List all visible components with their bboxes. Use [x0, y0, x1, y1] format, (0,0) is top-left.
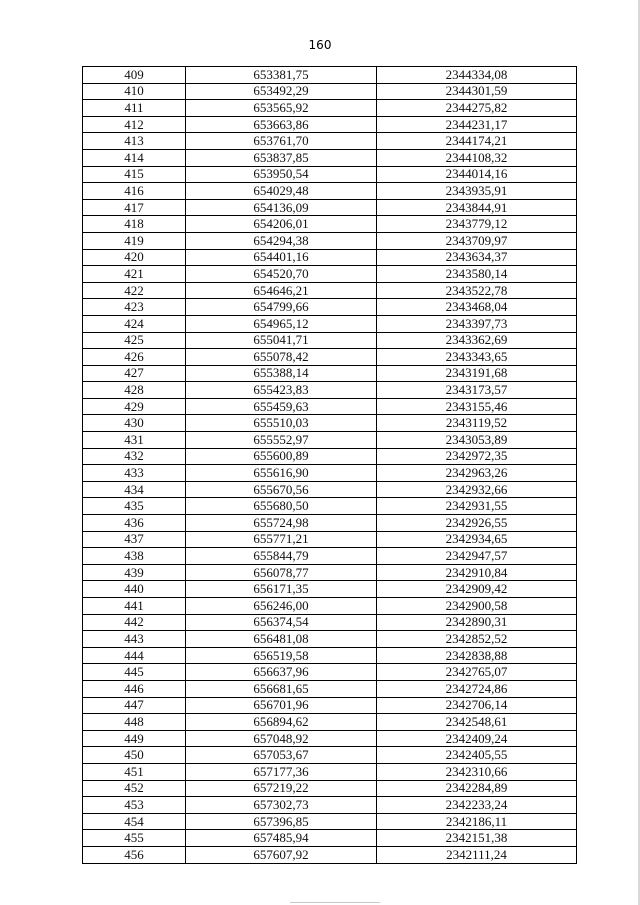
table-row [83, 382, 577, 399]
point-number-cell: 454 [83, 813, 186, 830]
y-coordinate-cell: 2342852,52 [377, 631, 577, 648]
x-coordinate-cell: 657053,67 [186, 747, 377, 764]
x-coordinate-cell: 654401,16 [186, 249, 377, 266]
point-number-cell: 413 [83, 133, 186, 150]
point-number-cell: 416 [83, 183, 186, 200]
x-coordinate-cell: 657485,94 [186, 830, 377, 847]
x-coordinate-cell: 657607,92 [186, 846, 377, 863]
point-number-cell: 435 [83, 498, 186, 515]
point-number-cell: 455 [83, 830, 186, 847]
table-row [83, 199, 577, 216]
coordinates-table [82, 66, 577, 864]
y-coordinate-cell: 2343779,12 [377, 216, 577, 233]
table-row [83, 415, 577, 432]
y-coordinate-cell: 2343844,91 [377, 199, 577, 216]
x-coordinate-cell: 654799,66 [186, 299, 377, 316]
x-coordinate-cell: 655670,56 [186, 481, 377, 498]
point-number-cell: 437 [83, 531, 186, 548]
y-coordinate-cell: 2343709,97 [377, 232, 577, 249]
x-coordinate-cell: 654646,21 [186, 282, 377, 299]
point-number-cell: 411 [83, 100, 186, 117]
x-coordinate-cell: 655459,63 [186, 398, 377, 415]
table-row [83, 581, 577, 598]
x-coordinate-cell: 653492,29 [186, 83, 377, 100]
table-row [83, 515, 577, 532]
x-coordinate-cell: 653837,85 [186, 149, 377, 166]
y-coordinate-cell: 2344014,16 [377, 166, 577, 183]
point-number-cell: 432 [83, 448, 186, 465]
table-row [83, 664, 577, 681]
table-row [83, 564, 577, 581]
point-number-cell: 410 [83, 83, 186, 100]
table-row [83, 448, 577, 465]
table-row [83, 548, 577, 565]
x-coordinate-cell: 657219,22 [186, 780, 377, 797]
point-number-cell: 448 [83, 714, 186, 731]
table-row [83, 680, 577, 697]
y-coordinate-cell: 2343397,73 [377, 315, 577, 332]
table-row [83, 780, 577, 797]
x-coordinate-cell: 656171,35 [186, 581, 377, 598]
y-coordinate-cell: 2343155,46 [377, 398, 577, 415]
table-row [83, 614, 577, 631]
x-coordinate-cell: 655388,14 [186, 365, 377, 382]
table-row [83, 349, 577, 366]
table-row [83, 166, 577, 183]
x-coordinate-cell: 656246,00 [186, 598, 377, 615]
y-coordinate-cell: 2342284,89 [377, 780, 577, 797]
table-row [83, 797, 577, 814]
point-number-cell: 427 [83, 365, 186, 382]
table-row [83, 481, 577, 498]
point-number-cell: 456 [83, 846, 186, 863]
point-number-cell: 422 [83, 282, 186, 299]
y-coordinate-cell: 2343053,89 [377, 432, 577, 449]
table-row [83, 282, 577, 299]
x-coordinate-cell: 655600,89 [186, 448, 377, 465]
x-coordinate-cell: 653381,75 [186, 67, 377, 84]
point-number-cell: 418 [83, 216, 186, 233]
y-coordinate-cell: 2342186,11 [377, 813, 577, 830]
x-coordinate-cell: 655552,97 [186, 432, 377, 449]
point-number-cell: 452 [83, 780, 186, 797]
y-coordinate-cell: 2342233,24 [377, 797, 577, 814]
y-coordinate-cell: 2342934,65 [377, 531, 577, 548]
point-number-cell: 434 [83, 481, 186, 498]
table-row [83, 398, 577, 415]
y-coordinate-cell: 2344301,59 [377, 83, 577, 100]
table-row [83, 116, 577, 133]
y-coordinate-cell: 2343580,14 [377, 266, 577, 283]
x-coordinate-cell: 657048,92 [186, 730, 377, 747]
point-number-cell: 428 [83, 382, 186, 399]
point-number-cell: 447 [83, 697, 186, 714]
point-number-cell: 436 [83, 515, 186, 532]
point-number-cell: 412 [83, 116, 186, 133]
x-coordinate-cell: 657177,36 [186, 763, 377, 780]
point-number-cell: 421 [83, 266, 186, 283]
point-number-cell: 440 [83, 581, 186, 598]
table-row [83, 266, 577, 283]
point-number-cell: 430 [83, 415, 186, 432]
y-coordinate-cell: 2344275,82 [377, 100, 577, 117]
y-coordinate-cell: 2344108,32 [377, 149, 577, 166]
y-coordinate-cell: 2342405,55 [377, 747, 577, 764]
y-coordinate-cell: 2342310,66 [377, 763, 577, 780]
y-coordinate-cell: 2343522,78 [377, 282, 577, 299]
y-coordinate-cell: 2343191,68 [377, 365, 577, 382]
y-coordinate-cell: 2342932,66 [377, 481, 577, 498]
x-coordinate-cell: 656701,96 [186, 697, 377, 714]
point-number-cell: 443 [83, 631, 186, 648]
y-coordinate-cell: 2342910,84 [377, 564, 577, 581]
table-row [83, 763, 577, 780]
x-coordinate-cell: 656481,08 [186, 631, 377, 648]
table-row [83, 149, 577, 166]
table-row [83, 183, 577, 200]
y-coordinate-cell: 2342909,42 [377, 581, 577, 598]
y-coordinate-cell: 2343343,65 [377, 349, 577, 366]
y-coordinate-cell: 2342724,86 [377, 680, 577, 697]
y-coordinate-cell: 2343119,52 [377, 415, 577, 432]
x-coordinate-cell: 654965,12 [186, 315, 377, 332]
table-row [83, 365, 577, 382]
point-number-cell: 429 [83, 398, 186, 415]
table-row [83, 432, 577, 449]
point-number-cell: 446 [83, 680, 186, 697]
point-number-cell: 425 [83, 332, 186, 349]
x-coordinate-cell: 657302,73 [186, 797, 377, 814]
point-number-cell: 445 [83, 664, 186, 681]
table-row [83, 465, 577, 482]
x-coordinate-cell: 654520,70 [186, 266, 377, 283]
table-row [83, 315, 577, 332]
table-row [83, 232, 577, 249]
point-number-cell: 414 [83, 149, 186, 166]
y-coordinate-cell: 2344174,21 [377, 133, 577, 150]
x-coordinate-cell: 655771,21 [186, 531, 377, 548]
x-coordinate-cell: 655616,90 [186, 465, 377, 482]
point-number-cell: 439 [83, 564, 186, 581]
y-coordinate-cell: 2342111,24 [377, 846, 577, 863]
x-coordinate-cell: 654206,01 [186, 216, 377, 233]
point-number-cell: 417 [83, 199, 186, 216]
point-number-cell: 433 [83, 465, 186, 482]
point-number-cell: 431 [83, 432, 186, 449]
point-number-cell: 444 [83, 647, 186, 664]
table-row [83, 67, 577, 84]
y-coordinate-cell: 2344334,08 [377, 67, 577, 84]
y-coordinate-cell: 2343468,04 [377, 299, 577, 316]
x-coordinate-cell: 656078,77 [186, 564, 377, 581]
point-number-cell: 423 [83, 299, 186, 316]
x-coordinate-cell: 656681,65 [186, 680, 377, 697]
page-number: 160 [308, 38, 332, 52]
point-number-cell: 438 [83, 548, 186, 565]
y-coordinate-cell: 2342972,35 [377, 448, 577, 465]
point-number-cell: 450 [83, 747, 186, 764]
y-coordinate-cell: 2344231,17 [377, 116, 577, 133]
y-coordinate-cell: 2342931,55 [377, 498, 577, 515]
point-number-cell: 449 [83, 730, 186, 747]
table-row [83, 531, 577, 548]
table-row [83, 249, 577, 266]
table-row [83, 216, 577, 233]
table-row [83, 498, 577, 515]
table-row [83, 299, 577, 316]
table-row [83, 133, 577, 150]
point-number-cell: 442 [83, 614, 186, 631]
table-row [83, 100, 577, 117]
y-coordinate-cell: 2342706,14 [377, 697, 577, 714]
table-row [83, 647, 577, 664]
table-row [83, 598, 577, 615]
x-coordinate-cell: 656374,54 [186, 614, 377, 631]
table-row [83, 830, 577, 847]
x-coordinate-cell: 653950,54 [186, 166, 377, 183]
x-coordinate-cell: 654294,38 [186, 232, 377, 249]
x-coordinate-cell: 653565,92 [186, 100, 377, 117]
x-coordinate-cell: 656637,96 [186, 664, 377, 681]
y-coordinate-cell: 2342900,58 [377, 598, 577, 615]
y-coordinate-cell: 2342765,07 [377, 664, 577, 681]
x-coordinate-cell: 655078,42 [186, 349, 377, 366]
point-number-cell: 424 [83, 315, 186, 332]
point-number-cell: 415 [83, 166, 186, 183]
table-row [83, 697, 577, 714]
x-coordinate-cell: 657396,85 [186, 813, 377, 830]
table-row [83, 83, 577, 100]
scan-mark [290, 902, 380, 903]
point-number-cell: 451 [83, 763, 186, 780]
point-number-cell: 420 [83, 249, 186, 266]
x-coordinate-cell: 653663,86 [186, 116, 377, 133]
coordinates-table-body [83, 67, 577, 864]
table-row [83, 846, 577, 863]
table-row [83, 813, 577, 830]
x-coordinate-cell: 655423,83 [186, 382, 377, 399]
point-number-cell: 426 [83, 349, 186, 366]
y-coordinate-cell: 2342947,57 [377, 548, 577, 565]
x-coordinate-cell: 655510,03 [186, 415, 377, 432]
y-coordinate-cell: 2343173,57 [377, 382, 577, 399]
y-coordinate-cell: 2342926,55 [377, 515, 577, 532]
table-row [83, 730, 577, 747]
point-number-cell: 441 [83, 598, 186, 615]
x-coordinate-cell: 655844,79 [186, 548, 377, 565]
x-coordinate-cell: 655724,98 [186, 515, 377, 532]
y-coordinate-cell: 2342890,31 [377, 614, 577, 631]
x-coordinate-cell: 654136,09 [186, 199, 377, 216]
y-coordinate-cell: 2342548,61 [377, 714, 577, 731]
point-number-cell: 409 [83, 67, 186, 84]
table-row [83, 747, 577, 764]
x-coordinate-cell: 654029,48 [186, 183, 377, 200]
y-coordinate-cell: 2343935,91 [377, 183, 577, 200]
y-coordinate-cell: 2342409,24 [377, 730, 577, 747]
x-coordinate-cell: 653761,70 [186, 133, 377, 150]
x-coordinate-cell: 655680,50 [186, 498, 377, 515]
table-row [83, 332, 577, 349]
table-row [83, 631, 577, 648]
x-coordinate-cell: 655041,71 [186, 332, 377, 349]
point-number-cell: 453 [83, 797, 186, 814]
x-coordinate-cell: 656894,62 [186, 714, 377, 731]
y-coordinate-cell: 2342963,26 [377, 465, 577, 482]
point-number-cell: 419 [83, 232, 186, 249]
y-coordinate-cell: 2342151,38 [377, 830, 577, 847]
table-row [83, 714, 577, 731]
y-coordinate-cell: 2343362,69 [377, 332, 577, 349]
x-coordinate-cell: 656519,58 [186, 647, 377, 664]
y-coordinate-cell: 2343634,37 [377, 249, 577, 266]
y-coordinate-cell: 2342838,88 [377, 647, 577, 664]
